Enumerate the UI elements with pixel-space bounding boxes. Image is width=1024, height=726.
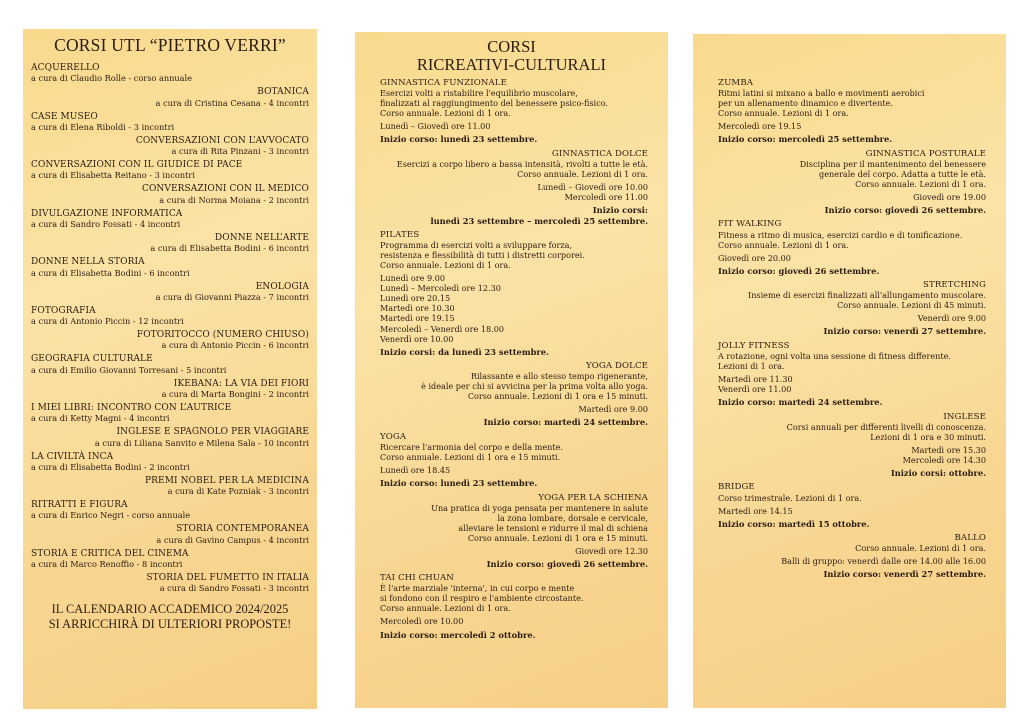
recreational-course-list [355,74,668,640]
utl-course-name: FOTOGRAFIA [31,305,96,316]
course-description-line: la zona lombare, dorsale e cervicale, [497,512,648,523]
panel-title-line1: CORSI [487,37,536,56]
course-description [380,159,648,179]
fitness-courses-panel [693,34,1006,708]
course-schedule [718,506,986,516]
course-time: Venerdì ore 11.00 [718,384,792,395]
utl-course-tutor: a cura di Elisabetta Reitano - 3 incontri [31,170,195,181]
course-name: INGLESE [943,411,986,422]
utl-course-name: GEOGRAFIA CULTURALE [31,354,153,365]
course-description-line: Corso annuale. Lezioni di 1 ora. [380,260,511,271]
utl-course-tutor: a cura di Claudio Rolle - corso annuale [31,73,192,84]
course-time: Giovedì ore 20.00 [718,252,791,263]
course-description-line: Disciplina per il mantenimento del benessere [799,158,986,169]
course-start [718,326,986,336]
course-description-line: Corso annuale. Lezioni di 1 ora. [380,603,511,614]
course-description-line: generale del corpo. Adatta a tutte le età. [819,168,986,179]
course-schedule [718,192,986,202]
utl-course-tutor: a cura di Norma Moiana - 2 incontri [159,194,309,205]
course-start [718,569,986,579]
utl-course-name: STORIA E CRITICA DEL CINEMA [31,548,189,559]
utl-course-tutor: a cura di Gavino Campus - 4 incontri [156,534,309,545]
course-block [718,78,986,145]
course-start-line: Inizio corso: lunedì 23 settembre. [380,134,538,145]
utl-course-name: CONVERSAZIONI CON L’AVVOCATO [135,135,309,146]
course-start-line: Inizio corsi: [592,205,648,216]
course-time: Martedì ore 10.30 [380,303,455,314]
course-start-line: Inizio corso: martedì 24 settembre. [718,397,883,408]
course-block [380,149,648,226]
course-description-line: Insieme di esercizi finalizzati all'allungamento muscolare. [748,290,986,301]
course-schedule [380,465,648,475]
utl-course-item [31,330,309,351]
course-start [380,417,648,427]
course-start-line: lunedì 23 settembre – mercoledì 25 settembre. [430,215,648,226]
utl-course-tutor: a cura di Marco Renoffio - 8 incontri [31,558,183,569]
utl-course-tutor: a cura di Cristina Cesana - 4 incontri [155,97,309,108]
utl-course-tutor: a cura di Sandro Fossati - 3 incontri [159,583,309,594]
utl-course-item [31,184,309,205]
course-description-line: Corso annuale. Lezioni di 1 ora e 15 minuti. [467,532,648,543]
course-start [718,134,986,144]
course-name: PILATES [380,229,420,240]
course-schedule [380,404,648,414]
utl-course-item [31,209,309,230]
course-schedule [718,556,986,566]
utl-course-name: DONNE NELL’ARTE [214,232,309,243]
course-start [380,205,648,226]
course-description [718,88,986,118]
course-start [380,478,648,488]
utl-course-tutor: a cura di Liliana Sanvito e Milena Sala - 10 incontri [94,437,309,448]
course-start [380,559,648,569]
course-block [380,432,648,489]
utl-course-item [31,379,309,400]
utl-course-name: DIVULGAZIONE INFORMATICA [31,208,183,219]
course-description-line: È l'arte marziale 'interna', in cui corpo e mente [380,583,575,594]
course-name: ZUMBA [718,78,754,88]
utl-course-name: BOTANICA [257,87,309,98]
utl-course-tutor: a cura di Enrico Negri - corso annuale [31,510,191,521]
utl-course-item [31,403,309,424]
course-description [380,88,648,118]
utl-course-name: STORIA CONTEMPORANEA [176,524,309,535]
course-name: GINNASTICA POSTURALE [865,148,986,159]
utl-panel-title: CORSI UTL “PIETRO VERRI” [54,35,286,55]
utl-course-item [31,282,309,303]
course-description [718,159,986,189]
course-description-line: Lezioni di 1 ora e 30 minuti. [870,431,986,442]
utl-course-item [31,573,309,594]
course-time: Mercoledì ore 19.15 [718,121,802,132]
utl-course-item [31,354,309,375]
utl-course-name: IKEBANA: LA VIA DEI FIORI [173,378,309,389]
course-description [380,442,648,462]
course-description-line: per un allenamento dinamico e divertente. [718,98,893,109]
course-start [380,134,648,144]
course-description-line: Rilassante e allo stesso tempo rigenerante, [470,371,648,382]
course-block [718,412,986,479]
utl-course-item [31,63,309,84]
course-block [380,573,648,640]
course-name: GINNASTICA DOLCE [551,148,648,159]
utl-courses-panel [23,29,317,709]
course-description-line: si fondono con il respiro e l'ambiente circostante. [380,593,584,604]
course-time: Martedì ore 14.15 [718,505,793,516]
course-description-line: finalizzati al raggiungimento del benessere psico-fisico. [380,98,609,109]
course-name: JOLLY FITNESS [718,340,790,351]
course-block [718,533,986,580]
utl-course-tutor: a cura di Rita Pinzani - 3 incontri [171,146,309,157]
utl-course-name: DONNE NELLA STORIA [31,257,145,268]
course-description-line: Corso annuale. Lezioni di 1 ora. [855,543,986,554]
course-description-line: Corso trimestrale. Lezioni di 1 ora. [718,492,862,503]
course-description-line: è ideale per chi si avvicina per la prima volta allo yoga. [421,381,648,392]
course-start-line: Inizio corso: mercoledì 2 ottobre. [380,629,536,640]
course-description-line: Una pratica di yoga pensata per mantenere in salute [431,502,648,513]
utl-course-tutor: a cura di Marta Bongini - 2 incontri [161,388,309,399]
course-description [718,290,986,310]
course-description-line: Corso annuale. Lezioni di 1 ora. [855,178,986,189]
course-start-line: Inizio corso: giovedì 26 settembre. [718,265,880,276]
course-start-line: Inizio corso: martedì 15 ottobre. [718,518,870,529]
course-block [380,230,648,357]
course-start-line: Inizio corso: venerdì 27 settembre. [823,326,986,337]
course-schedule [718,313,986,323]
course-start-line: Inizio corsi: ottobre. [890,468,986,478]
course-schedule [380,546,648,556]
course-description-line: A rotazione, ogni volta una sessione di fitness differente. [718,351,952,362]
panel-title-line2: RICREATIVI-CULTURALI [416,55,607,74]
calendar-note-line1: IL CALENDARIO ACCADEMICO 2024/2025 [51,601,289,616]
course-block [718,149,986,216]
course-description-line: Programma di esercizi volti a sviluppare forza, [380,240,573,251]
utl-course-tutor: a cura di Kate Pozniak - 3 incontri [167,486,309,497]
course-start-line: Inizio corso: lunedì 23 settembre. [380,478,538,489]
course-schedule [380,182,648,202]
utl-course-tutor: a cura di Sandro Fossati - 4 incontri [31,218,181,229]
course-start [380,347,648,357]
utl-course-item [31,452,309,473]
utl-course-item [31,233,309,254]
utl-course-item [31,427,309,448]
calendar-note [23,602,317,632]
utl-course-name: STORIA DEL FUMETTO IN ITALIA [146,572,309,583]
utl-course-tutor: a cura di Antonio Piccin - 6 incontri [161,340,309,351]
course-schedule [718,253,986,263]
course-description-line: Corso annuale. Lezioni di 1 ora. [718,108,849,119]
course-description [718,230,986,250]
course-schedule [718,445,986,465]
course-schedule [380,616,648,626]
course-start-line: Inizio corso: venerdì 27 settembre. [823,569,986,580]
course-description [718,351,986,371]
course-description [718,493,986,503]
course-time: Mercoledì – Venerdì ore 18.00 [380,323,505,334]
course-description-line: Corso annuale. Lezioni di 45 minuti. [837,300,986,311]
utl-course-item [31,476,309,497]
course-start-line: Inizio corso: giovedì 26 settembre. [486,558,648,569]
course-time: Martedì ore 11.30 [718,374,793,385]
utl-course-tutor: a cura di Ketty Magni - 4 incontri [31,413,170,424]
course-schedule [718,374,986,394]
course-description [718,543,986,553]
course-time: Martedì ore 9.00 [578,404,648,415]
course-schedule [718,121,986,131]
course-name: TAI CHI CHUAN [380,573,454,584]
course-time: Lunedì – Giovedì ore 11.00 [380,121,491,132]
course-schedule [380,121,648,131]
course-time: Giovedì ore 12.30 [575,545,648,556]
course-block [380,78,648,145]
utl-course-item [31,549,309,570]
course-block [718,280,986,337]
course-name: FIT WALKING [718,219,782,230]
utl-course-item [31,136,309,157]
utl-course-name: ENOLOGIA [255,281,309,292]
utl-course-tutor: a cura di Elisabetta Bodini - 6 incontri [150,243,309,254]
course-description-line: Esercizi a corpo libero a bassa intensità, rivolti a tutte le età. [396,158,648,169]
course-description [380,583,648,613]
utl-course-item [31,87,309,108]
course-description-line: Esercizi volti a ristabilire l'equilibrio muscolare, [380,88,578,99]
course-start [380,630,648,640]
course-start-line: Inizio corso: mercoledì 25 settembre. [718,134,893,145]
course-block [380,493,648,570]
recreational-courses-panel [355,32,668,708]
utl-course-name: INGLESE E SPAGNOLO PER VIAGGIARE [116,427,309,438]
course-description [718,422,986,442]
course-block [718,341,986,408]
course-time: Balli di gruppo: venerdì dalle ore 14.00 alle 16.00 [781,556,986,567]
course-name: YOGA PER LA SCHIENA [538,492,648,503]
utl-course-name: RITRATTI E FIGURA [31,500,128,511]
course-description-line: Corso annuale. Lezioni di 1 ora. [380,108,511,119]
course-start-line: Inizio corso: martedì 24 settembre. [483,417,648,428]
course-block [718,482,986,529]
course-description-line: Lezioni di 1 ora. [718,361,785,372]
utl-course-name: LA CIVILTÀ INCA [31,451,114,462]
course-time: Venerdì ore 9.00 [917,313,986,324]
course-start [718,519,986,529]
utl-course-item [31,524,309,545]
course-description-line: resistenza e flessibilità di tutti i distretti corporei. [380,250,585,261]
course-time: Lunedì ore 18.45 [380,465,451,476]
utl-course-tutor: a cura di Elisabetta Bodini - 2 incontri [31,461,190,472]
recreational-panel-title [355,32,668,74]
course-description-line: Corso annuale. Lezioni di 1 ora e 15 minuti. [467,391,648,402]
course-time: Mercoledì ore 11.00 [564,192,648,202]
utl-course-name: PREMI NOBEL PER LA MEDICINA [145,475,309,486]
utl-course-item [31,306,309,327]
course-block [718,219,986,276]
course-time: Martedì ore 15.30 [911,444,986,455]
course-description-line: alleviare le tensioni e ridurre il mal di schiena [458,522,648,533]
utl-course-tutor: a cura di Elisabetta Bodini - 6 incontri [31,267,190,278]
course-description [380,240,648,270]
utl-course-item [31,112,309,133]
course-name: GINNASTICA FUNZIONALE [380,78,507,88]
utl-course-item [31,160,309,181]
utl-course-name: CONVERSAZIONI CON IL MEDICO [141,184,309,195]
utl-course-item [31,257,309,278]
utl-course-list [23,56,317,594]
course-description [380,371,648,401]
course-start [718,266,986,276]
course-time: Venerdì ore 10.00 [380,333,454,344]
course-time: Lunedì – Giovedì ore 10.00 [537,181,648,192]
course-time: Lunedì ore 20.15 [380,293,451,304]
utl-course-tutor: a cura di Elena Riboldi - 3 incontri [31,121,175,132]
course-start-line: Inizio corso: giovedì 26 settembre. [824,205,986,215]
course-time: Mercoledì ore 10.00 [380,616,464,627]
course-name: BALLO [954,533,986,544]
course-description-line: Corso annuale. Lezioni di 1 ora. [718,239,849,250]
utl-course-name: FOTORITOCCO (NUMERO CHIUSO) [136,330,309,341]
calendar-note-line2: SI ARRICCHIRÀ DI ULTERIORI PROPOSTE! [48,616,292,631]
course-start [718,397,986,407]
utl-course-tutor: a cura di Giovanni Piazza - 7 incontri [155,291,309,302]
course-name: BRIDGE [718,482,755,493]
course-time: Mercoledì ore 14.30 [902,454,986,465]
course-time: Lunedì – Mercoledì ore 12.30 [380,283,501,294]
course-start [718,205,986,215]
course-description-line: Ritmi latini si mixano a ballo e movimenti aerobici [718,88,925,99]
utl-course-tutor: a cura di Antonio Piccin - 12 incontri [31,316,184,327]
utl-course-name: I MIEI LIBRI: INCONTRO CON L’AUTRICE [31,402,232,413]
course-time: Lunedì ore 9.00 [380,273,446,284]
course-name: YOGA DOLCE [585,361,648,372]
utl-course-name: CONVERSAZIONI CON IL GIUDICE DI PACE [31,160,243,171]
course-description-line: Corso annuale. Lezioni di 1 ora. [517,168,648,179]
course-description-line: Corso annuale. Lezioni di 1 ora e 15 minuti. [380,452,561,463]
course-time: Giovedì ore 19.00 [913,191,986,202]
course-time: Martedì ore 19.15 [380,313,455,324]
course-description-line: Corsi annuali per differenti livelli di conoscenza. [786,421,986,432]
utl-course-name: ACQUERELLO [31,63,100,73]
course-schedule [380,273,648,344]
course-name: STRETCHING [923,280,986,291]
utl-course-tutor: a cura di Emilio Giovanni Torresani - 5 incontri [31,364,227,375]
course-block [380,361,648,428]
course-name: YOGA [380,431,407,442]
course-description-line: Fitness a ritmo di musica, esercizi cardio e di tonificazione. [718,229,963,240]
course-description [380,503,648,543]
utl-course-name: CASE MUSEO [31,111,98,122]
course-start-line: Inizio corsi: da lunedì 23 settembre. [380,346,549,357]
utl-course-item [31,500,309,521]
fitness-course-list [693,34,1006,580]
course-description-line: Ricercare l'armonia del corpo e della mente. [380,442,563,453]
course-start [718,468,986,478]
